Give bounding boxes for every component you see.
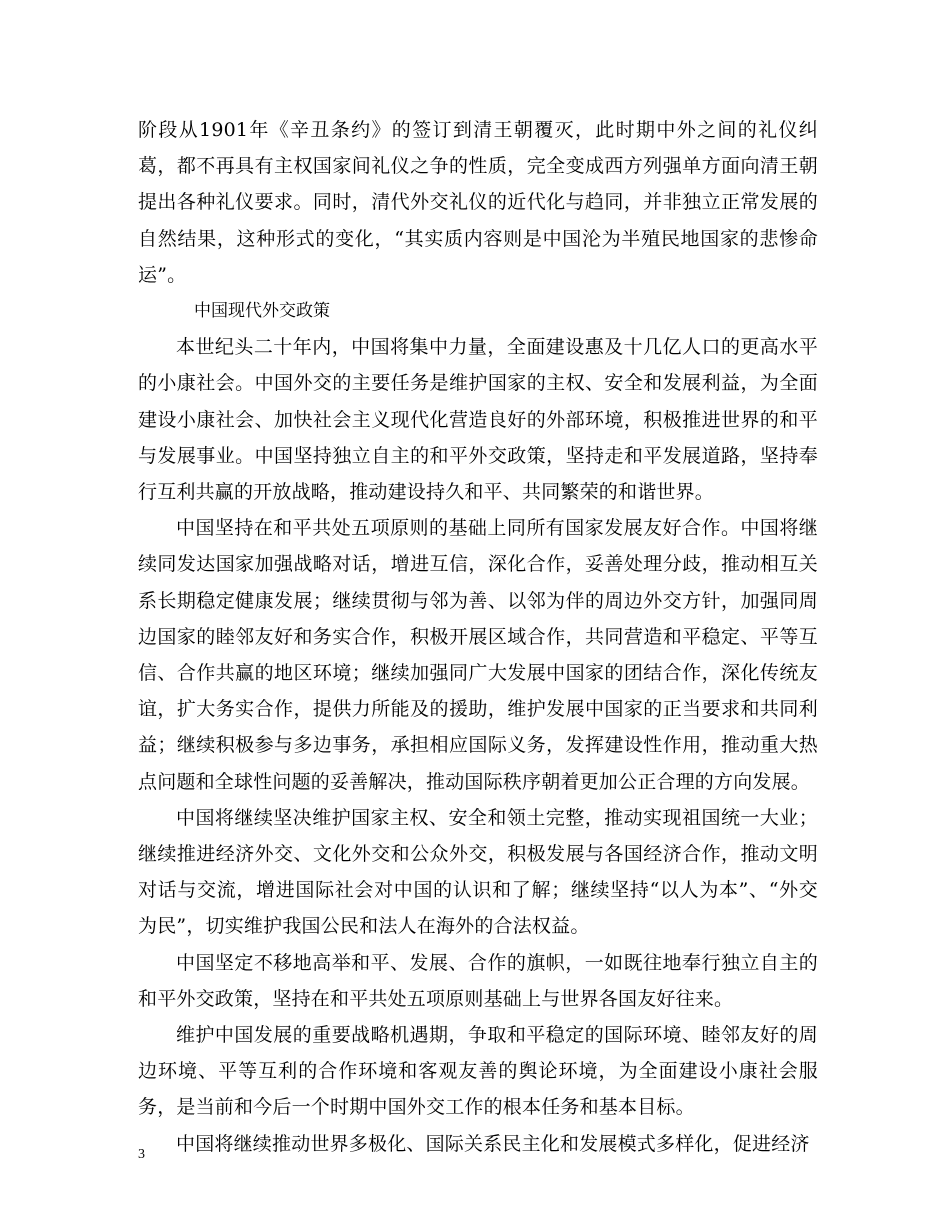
paragraph-continuation: 阶段从1901年《辛丑条约》的签订到清王朝覆灭，此时期中外之间的礼仪纠葛，都不再具有主权国家间礼仪之争的性质，完全变成西方列强单方面向清王朝提出各种礼仪要求。同时，清代外交礼仪的近代化与趋同，并非独立正常发展的自然结果，这种形式的变化，“其实质内容则是中国沦为半殖民地国家的悲惨命运”。 bbox=[138, 119, 818, 286]
document-body bbox=[138, 112, 818, 1162]
page-number: 3 bbox=[138, 1147, 145, 1162]
section-heading: 中国现代外交政策 bbox=[194, 301, 330, 322]
paragraph-intro: 本世纪头二十年内，中国将集中力量，全面建设惠及十几亿人口的更高水平的小康社会。中国外交的主要任务是维护国家的主权、安全和发展利益，为全面建设小康社会、加快社会主义现代化营造良好的外部环境，积极推进世界的和平与发展事业。中国坚持独立自主的和平外交政策，坚持走和平发展道路，坚持奉行互利共赢的开放战略，推动建设持久和平、共同繁荣的和谐世界。 bbox=[138, 336, 818, 504]
paragraph-multipolar: 中国将继续推动世界多极化、国际关系民主化和发展模式多样化，促进经济 bbox=[176, 1132, 810, 1155]
paragraph-cooperation: 中国坚持在和平共处五项原则的基础上同所有国家发展友好合作。中国将继续同发达国家加强战略对话，增进互信，深化合作，妥善处理分歧，推动相互关系长期稳定健康发展；继续贯彻与邻为善、以邻为伴的周边外交方针，加强同周边国家的睦邻友好和务实合作，积极开展区域合作，共同营造和平稳定、平等互信、合作共赢的地区环境；继续加强同广大发展中国家的团结合作，深化传统友谊，扩大务实合作，提供力所能及的援助，维护发展中国家的正当要求和共同利益；继续积极参与多边事务，承担相应国际义务，发挥建设性作用，推动重大热点问题和全球性问题的妥善解决，推动国际秩序朝着更加公正合理的方向发展。 bbox=[138, 517, 818, 793]
paragraph-strategic-goal: 维护中国发展的重要战略机遇期，争取和平稳定的国际环境、睦邻友好的周边环境、平等互利的合作环境和客观友善的舆论环境，为全面建设小康社会服务，是当前和今后一个时期中国外交工作的根本任务和基本目标。 bbox=[138, 1024, 818, 1119]
paragraph-peace-banner: 中国坚定不移地高举和平、发展、合作的旗帜，一如既往地奉行独立自主的和平外交政策，坚持在和平共处五项原则基础上与世界各国友好往来。 bbox=[138, 951, 818, 1010]
paragraph-sovereignty: 中国将继续坚决维护国家主权、安全和领土完整，推动实现祖国统一大业；继续推进经济外交、文化外交和公众外交，积极发展与各国经济合作，推动文明对话与交流，增进国际社会对中国的认识和了解；继续坚持“以人为本”、“外交为民”，切实维护我国公民和法人在海外的合法权益。 bbox=[138, 806, 818, 938]
